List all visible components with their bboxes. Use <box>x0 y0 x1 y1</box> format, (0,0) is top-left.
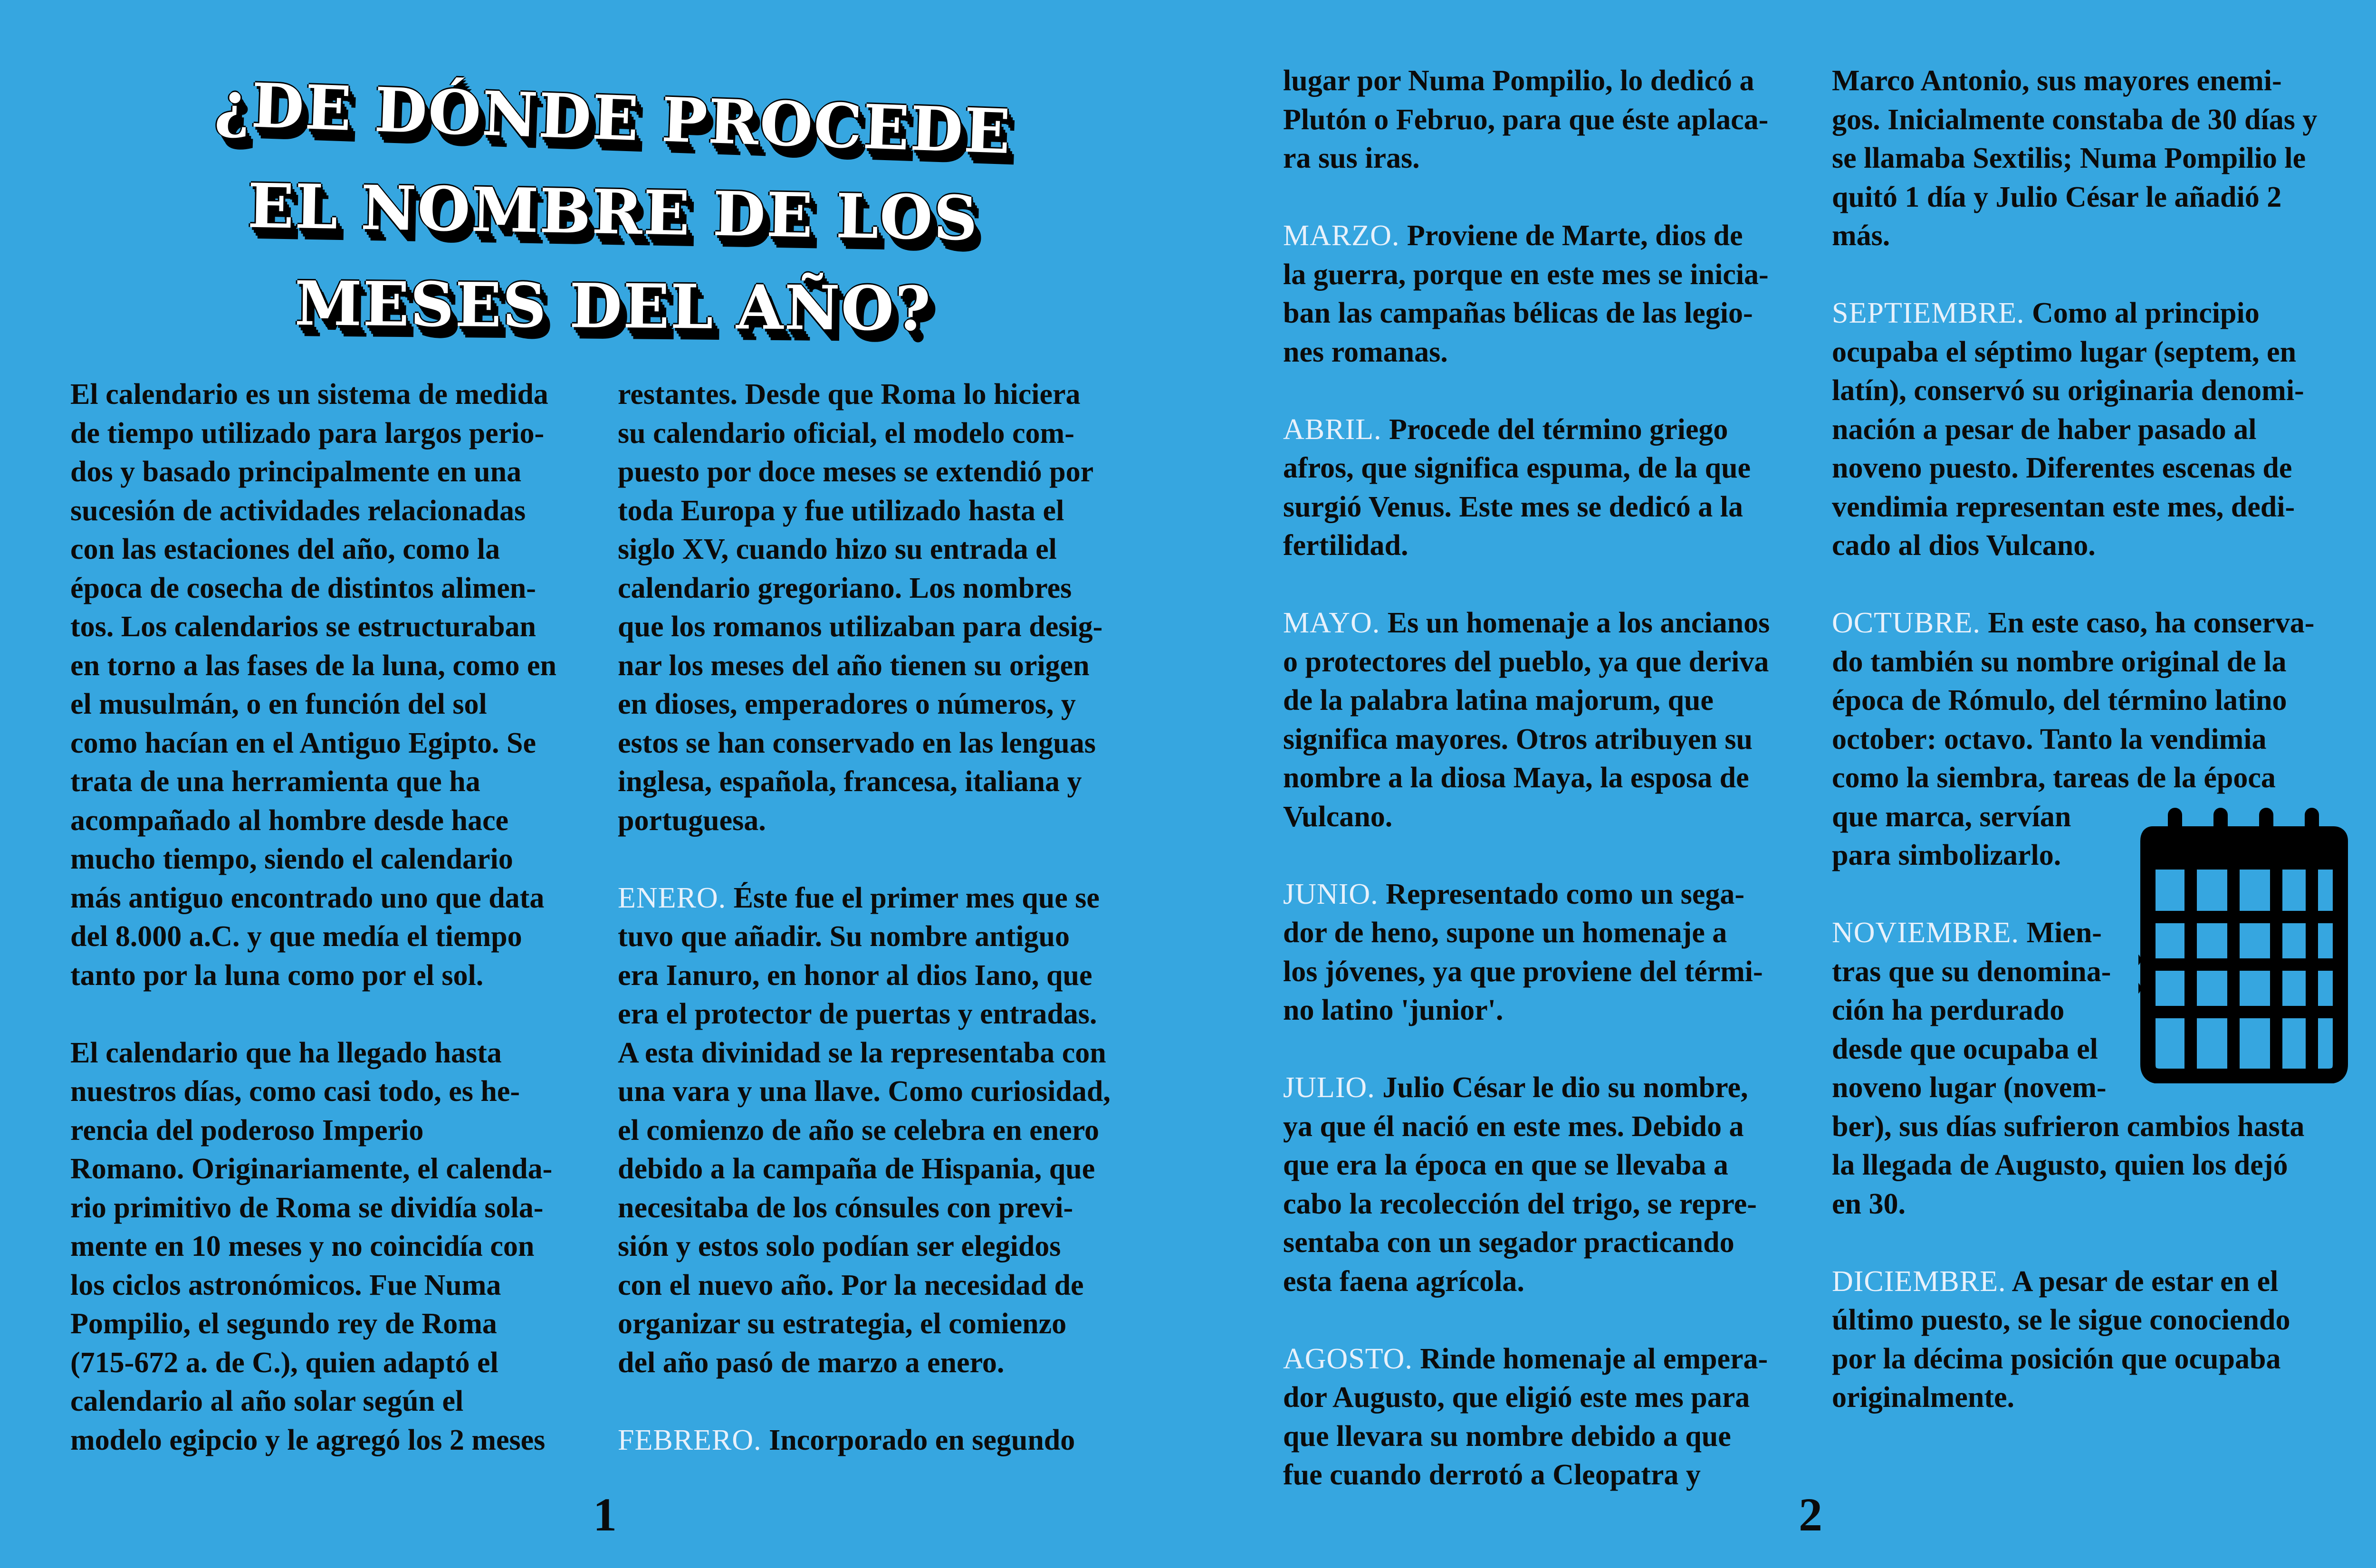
paragraph-gap <box>1832 1224 2376 1262</box>
page-number-2: 2 <box>1799 1488 1822 1541</box>
month-heading-agosto <box>1283 1340 1844 1379</box>
text-line: era el protector de puertas y entradas. <box>618 998 1097 1030</box>
text-line: sión y estos solo podían ser elegidos <box>618 1230 1061 1262</box>
text-line: nes romanas. <box>1283 335 1448 368</box>
text-line: Vulcano. <box>1283 800 1393 833</box>
text-line: estos se han conservado en las lenguas <box>618 727 1096 759</box>
page-number-1: 1 <box>593 1488 617 1541</box>
paragraph-gap <box>1832 256 2376 295</box>
text-line: en torno a las fases de la luna, como en <box>70 649 556 682</box>
page1-column-2 <box>618 375 1164 1460</box>
text-line: la guerra, porque en este mes se inicia- <box>1283 258 1769 291</box>
text-line: El calendario que ha llegado hasta <box>70 1036 502 1069</box>
paragraph-gap <box>1283 178 1844 217</box>
text-line: calendario al año solar según el <box>70 1385 464 1417</box>
text-line: para simbolizarlo. <box>1832 839 2061 871</box>
month-text-agosto: Rinde homenaje al empera- <box>1412 1342 1768 1375</box>
text-line: puesto por doce meses se extendió por <box>618 456 1094 488</box>
text-line: los ciclos astronómicos. Fue Numa <box>70 1269 501 1301</box>
text-line: El calendario es un sistema de medida <box>70 378 548 411</box>
text-line: época de Rómulo, del término latino <box>1832 684 2287 717</box>
text-line: una vara y una llave. Como curiosidad, <box>618 1075 1111 1108</box>
text-line: siglo XV, cuando hizo su entrada el <box>618 533 1057 565</box>
text-line: cado al dios Vulcano. <box>1832 529 2096 562</box>
month-name-febrero: FEBRERO. <box>618 1424 762 1456</box>
text-line: Pompilio, el segundo rey de Roma <box>70 1308 497 1340</box>
month-name-noviembre: NOVIEMBRE. <box>1832 917 2020 949</box>
month-heading-enero <box>618 879 1164 918</box>
text-line: afros, que significa espuma, de la que <box>1283 452 1751 484</box>
text-line: sentaba con un segador practicando <box>1283 1226 1734 1259</box>
month-heading-septiembre <box>1832 294 2376 333</box>
month-text-enero: Éste fue el primer mes que se <box>726 881 1100 914</box>
text-line: ban las campañas bélicas de las legio- <box>1283 297 1753 329</box>
text-line: como la siembra, tareas de la época <box>1832 762 2276 794</box>
text-line: desde que ocupaba el <box>1832 1033 2098 1065</box>
text-line: último puesto, se le sigue conociendo <box>1832 1304 2290 1336</box>
text-line: en dioses, emperadores o números, y <box>618 688 1076 720</box>
text-line: nación a pesar de haber pasado al <box>1832 413 2257 446</box>
text-line: debido a la campaña de Hispania, que <box>618 1153 1095 1185</box>
text-line: más. <box>1832 220 1890 252</box>
month-name-diciembre: DICIEMBRE. <box>1832 1265 2006 1298</box>
text-line: cabo la recolección del trigo, se repre- <box>1283 1187 1757 1220</box>
month-text-noviembre: Mien- <box>2019 917 2102 949</box>
month-heading-junio <box>1283 875 1844 914</box>
text-line: nombre a la diosa Maya, la esposa de <box>1283 762 1749 794</box>
month-name-octubre: OCTUBRE. <box>1832 607 1981 639</box>
month-name-marzo: MARZO. <box>1283 220 1400 252</box>
calendar-icon <box>2138 808 2352 1083</box>
text-line: o protectores del pueblo, ya que deriva <box>1283 645 1769 678</box>
paragraph-gap <box>70 995 626 1034</box>
text-line: ber), sus días sufrieron cambios hasta <box>1832 1110 2305 1143</box>
text-line: portuguesa. <box>618 804 766 837</box>
month-text-septiembre: Como al principio <box>2024 297 2260 329</box>
text-line: que los romanos utilizaban para desig- <box>618 611 1103 643</box>
month-text-abril: Procede del término griego <box>1381 413 1728 446</box>
text-line: mucho tiempo, siendo el calendario <box>70 843 513 875</box>
text-line: ra sus iras. <box>1283 142 1420 174</box>
text-line: lugar por Numa Pompilio, lo dedicó a <box>1283 65 1754 97</box>
text-line: de tiempo utilizado para largos perio- <box>70 417 545 449</box>
text-line: noveno lugar (novem- <box>1832 1071 2107 1104</box>
month-text-diciembre: A pesar de estar en el <box>2006 1265 2279 1298</box>
month-name-mayo: MAYO. <box>1283 607 1380 639</box>
text-line: esta faena agrícola. <box>1283 1265 1524 1298</box>
text-line: noveno puesto. Diferentes escenas de <box>1832 452 2292 484</box>
month-name-agosto: AGOSTO. <box>1283 1342 1413 1375</box>
text-line: acompañado al hombre desde hace <box>70 804 509 837</box>
text-line: modelo egipcio y le agregó los 2 meses <box>70 1424 546 1456</box>
month-heading-octubre <box>1832 604 2376 643</box>
text-line: fertilidad. <box>1283 529 1408 562</box>
month-heading-marzo <box>1283 217 1844 256</box>
text-line: más antiguo encontrado uno que data <box>70 881 545 914</box>
text-line: dor de heno, supone un homenaje a <box>1283 917 1727 949</box>
text-line: tanto por la luna como por el sol. <box>70 959 484 992</box>
text-line: del año pasó de marzo a enero. <box>618 1346 1005 1379</box>
month-heading-febrero <box>618 1421 1164 1460</box>
text-line: do también su nombre original de la <box>1832 645 2287 678</box>
text-line: por la décima posición que ocupaba <box>1832 1342 2281 1375</box>
text-line: Romano. Originariamente, el calenda- <box>70 1153 553 1185</box>
text-line: dor Augusto, que eligió este mes para <box>1283 1381 1750 1414</box>
text-line: rio primitivo de Roma se dividía sola- <box>70 1191 544 1224</box>
text-line: originalmente. <box>1832 1381 2014 1414</box>
paragraph-gap <box>618 1382 1164 1421</box>
text-line: latín), conservó su originaria denomi- <box>1832 374 2304 407</box>
month-name-septiembre: SEPTIEMBRE. <box>1832 297 2025 329</box>
text-line: organizar su estrategia, el comienzo <box>618 1308 1067 1340</box>
title-line-2: EL NOMBRE DE LOS <box>247 170 979 255</box>
month-text-octubre: En este caso, ha conserva- <box>1980 607 2315 639</box>
text-line: ya que él nació en este mes. Debido a <box>1283 1110 1744 1143</box>
text-line: tras que su denomina- <box>1832 955 2111 988</box>
page2-column-2 <box>1832 62 2376 1417</box>
month-name-junio: JUNIO. <box>1283 878 1379 910</box>
text-line: como hacían en el Antiguo Egipto. Se <box>70 727 537 759</box>
paragraph-gap <box>1283 1301 1844 1340</box>
text-line: surgió Venus. Este mes se dedicó a la <box>1283 490 1743 523</box>
paragraph-gap <box>1283 565 1844 604</box>
text-line: significa mayores. Otros atribuyen su <box>1283 723 1753 755</box>
text-line: toda Europa y fue utilizado hasta el <box>618 494 1064 527</box>
title-line-1: ¿DE DÓNDE PROCEDE <box>213 68 1013 168</box>
page1-column-1 <box>70 375 626 1460</box>
month-heading-mayo <box>1283 604 1844 643</box>
text-line: trata de una herramienta que ha <box>70 765 480 798</box>
text-line: época de cosecha de distintos alimen- <box>70 572 536 604</box>
text-line: la llegada de Augusto, quien los dejó <box>1832 1149 2288 1181</box>
text-line: nuestros días, como casi todo, es he- <box>70 1075 520 1108</box>
page-title <box>114 68 1112 354</box>
text-line: con las estaciones del año, como la <box>70 533 500 565</box>
month-text-febrero: Incorporado en segundo <box>761 1424 1075 1456</box>
text-line: Plutón o Februo, para que éste aplaca- <box>1283 103 1769 136</box>
text-line: mente en 10 meses y no coincidía con <box>70 1230 535 1262</box>
text-line: inglesa, española, francesa, italiana y <box>618 765 1082 798</box>
text-line: ción ha perdurado <box>1832 994 2065 1026</box>
text-line: sucesión de actividades relacionadas <box>70 494 526 527</box>
month-name-julio: JULIO. <box>1283 1071 1375 1104</box>
text-line: tuvo que añadir. Su nombre antiguo <box>618 920 1070 953</box>
text-line: que marca, servían <box>1832 800 2071 833</box>
text-line: (715-672 a. de C.), quien adaptó el <box>70 1346 498 1379</box>
text-line: vendimia representan este mes, dedi- <box>1832 490 2295 523</box>
text-line: necesitaba de los cónsules con previ- <box>618 1191 1073 1224</box>
text-line: que era la época en que se llevaba a <box>1283 1149 1728 1181</box>
text-line: tos. Los calendarios se estructuraban <box>70 611 536 643</box>
text-line: de la palabra latina majorum, que <box>1283 684 1714 717</box>
month-text-junio: Representado como un sega- <box>1378 878 1744 910</box>
month-name-abril: ABRIL. <box>1283 413 1382 446</box>
text-line: restantes. Desde que Roma lo hiciera <box>618 378 1081 411</box>
text-line: A esta divinidad se la representaba con <box>618 1036 1106 1069</box>
text-line: que llevara su nombre debido a que <box>1283 1420 1731 1453</box>
paragraph-gap <box>1283 372 1844 411</box>
text-line: quitó 1 día y Julio César le añadió 2 <box>1832 181 2282 213</box>
text-line: en 30. <box>1832 1187 1906 1220</box>
month-name-enero: ENERO. <box>618 881 727 914</box>
paragraph-gap <box>1832 565 2376 604</box>
text-line: su calendario oficial, el modelo com- <box>618 417 1074 449</box>
month-heading-julio <box>1283 1069 1844 1108</box>
text-line: calendario gregoriano. Los nombres <box>618 572 1072 604</box>
paragraph-gap <box>618 840 1164 879</box>
text-line: el comienzo de año se celebra en enero <box>618 1114 1099 1147</box>
month-heading-abril <box>1283 411 1844 449</box>
text-line: era Ianuro, en honor al dios Iano, que <box>618 959 1092 992</box>
month-text-mayo: Es un homenaje a los ancianos <box>1380 607 1770 639</box>
page2-column-1 <box>1283 62 1844 1495</box>
text-line: rencia del poderoso Imperio <box>70 1114 424 1147</box>
month-text-marzo: Proviene de Marte, dios de <box>1399 220 1743 252</box>
text-line: se llamaba Sextilis; Numa Pompilio le <box>1832 142 2306 174</box>
text-line: ocupaba el séptimo lugar (septem, en <box>1832 335 2297 368</box>
text-line: nar los meses del año tienen su origen <box>618 649 1090 682</box>
paragraph-gap <box>1283 1030 1844 1069</box>
title-line-3: MESES DEL AÑO? <box>294 268 932 345</box>
text-line: dos y basado principalmente en una <box>70 456 522 488</box>
text-line: october: octavo. Tanto la vendimia <box>1832 723 2267 755</box>
month-heading-diciembre <box>1832 1262 2376 1301</box>
paragraph-gap <box>1283 836 1844 875</box>
text-line: no latino 'junior'. <box>1283 994 1504 1026</box>
text-line: Marco Antonio, sus mayores enemi- <box>1832 65 2282 97</box>
text-line: fue cuando derrotó a Cleopatra y <box>1283 1459 1701 1491</box>
month-text-julio: Julio César le dio su nombre, <box>1375 1071 1748 1104</box>
text-line: gos. Inicialmente constaba de 30 días y <box>1832 103 2318 136</box>
text-line: el musulmán, o en función del sol <box>70 688 487 720</box>
text-line: los jóvenes, ya que proviene del térmi- <box>1283 955 1763 988</box>
text-line: con el nuevo año. Por la necesidad de <box>618 1269 1084 1301</box>
text-line: del 8.000 a.C. y que medía el tiempo <box>70 920 522 953</box>
